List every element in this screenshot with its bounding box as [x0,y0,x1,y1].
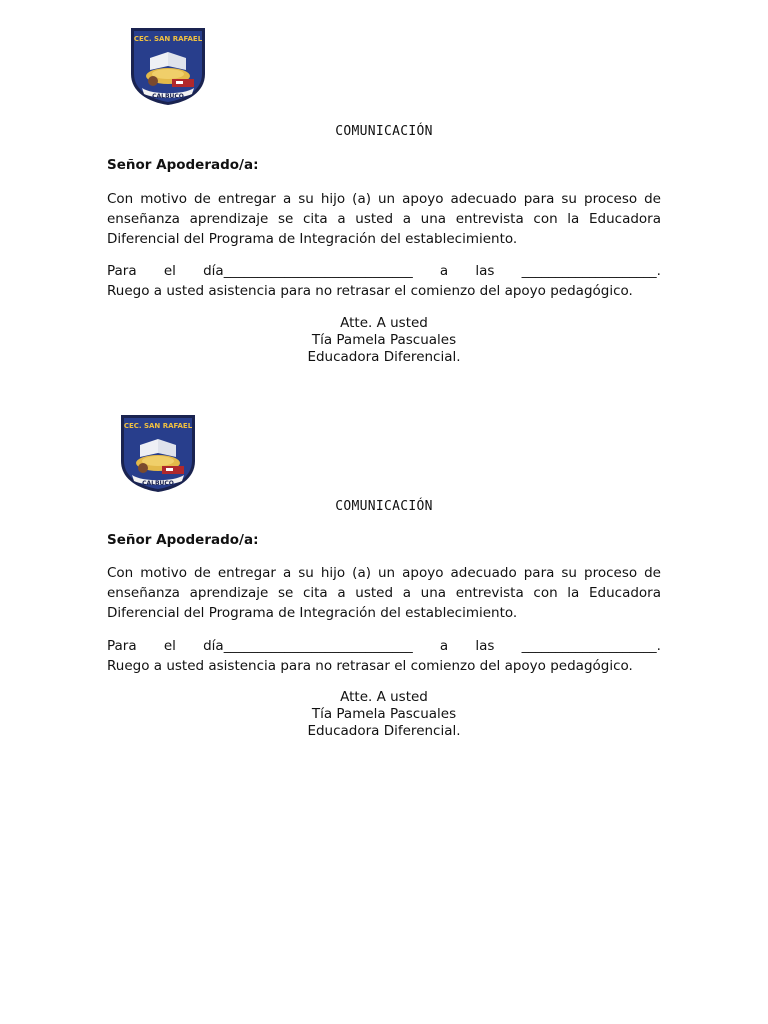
signer-name: Tía Pamela Pascuales [311,332,457,348]
date-time-line [107,261,661,281]
date-line-word: a [439,638,449,654]
body-paragraph: Con motivo de entregar a su hijo (a) un apoyo adecuado para su proceso de enseñanza aprendizaje se cita a usted a una entrevista con la Educadora Diferencial del Programa de Integración del establecimiento. [107,191,661,247]
closing-line: Atte. A usted [340,315,428,331]
crest-emblem [126,24,210,108]
notice-title: COMUNICACIÓN [335,499,433,514]
signer-name: Tía Pamela Pascuales [311,706,457,722]
date-line-word: las [475,638,495,654]
date-time-line [107,636,661,656]
time-blank: ____________________. [521,638,661,654]
school-crest-logo [116,411,200,495]
closing-line: Atte. A usted [340,689,428,705]
date-line-word: las [475,263,495,279]
signer-role: Educadora Diferencial. [307,349,461,365]
signature-block [0,315,768,366]
date-blank: día____________________________ [203,263,413,279]
date-line-word: a [439,263,449,279]
crest-top-text: CEC. SAN RAFAEL [123,422,193,430]
crest-emblem [116,411,200,495]
date-line-word: el [163,638,176,654]
date-blank: día____________________________ [203,638,413,654]
salutation: Señor Apoderado/a: [107,157,259,173]
attendance-request: Ruego a usted asistencia para no retrasar el comienzo del apoyo pedagógico. [107,283,633,299]
notice-title: COMUNICACIÓN [335,124,433,139]
crest-bottom-text: CALBUCO [152,93,184,100]
signer-role: Educadora Diferencial. [307,723,461,739]
date-line-word: el [163,263,176,279]
attendance-request: Ruego a usted asistencia para no retrasar el comienzo del apoyo pedagógico. [107,658,633,674]
crest-bottom-text: CALBUCO [142,480,174,487]
notice-1 [0,0,768,365]
crest-top-text: CEC. SAN RAFAEL [133,35,203,43]
body-paragraph: Con motivo de entregar a su hijo (a) un apoyo adecuado para su proceso de enseñanza aprendizaje se cita a usted a una entrevista con la Educadora Diferencial del Programa de Integración del establecimiento. [107,565,661,621]
time-blank: ____________________. [521,263,661,279]
date-line-word: Para [107,263,137,279]
notice-2 [0,376,768,739]
date-line-word: Para [107,638,137,654]
school-crest-logo [126,24,210,108]
signature-block [0,689,768,740]
salutation: Señor Apoderado/a: [107,532,259,548]
